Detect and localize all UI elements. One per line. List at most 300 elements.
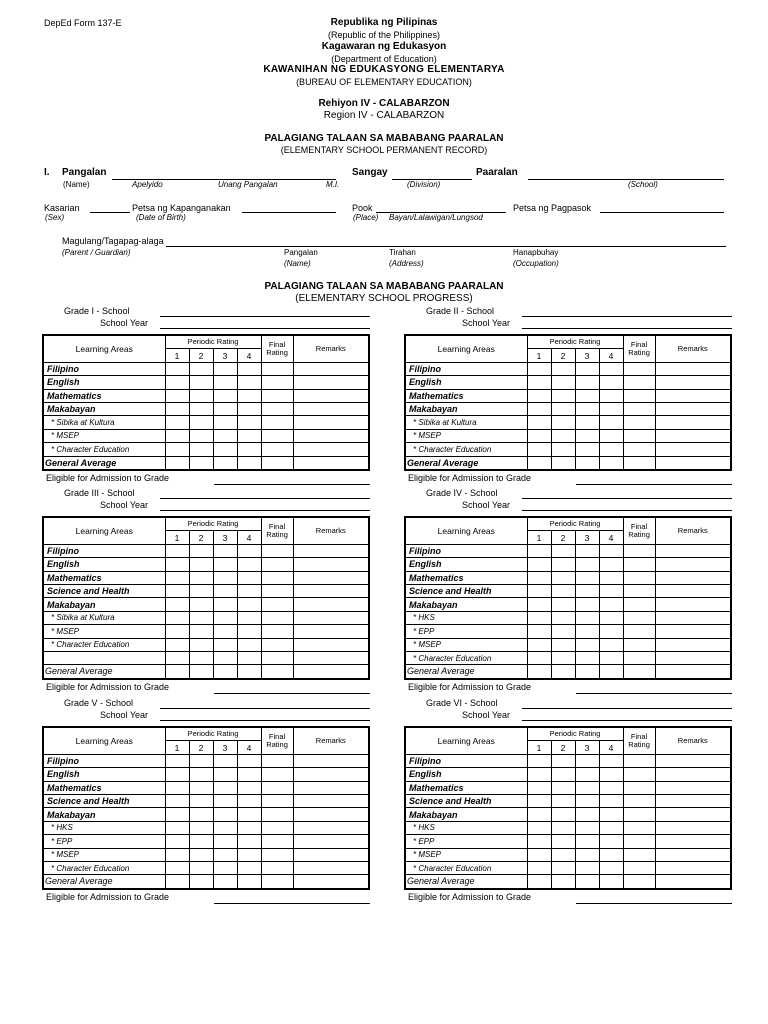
quarter-rating-cell[interactable] — [551, 611, 575, 624]
quarter-rating-cell[interactable] — [551, 376, 575, 389]
remarks-cell[interactable] — [655, 821, 731, 834]
quarter-rating-cell[interactable] — [527, 611, 551, 624]
quarter-rating-cell[interactable] — [189, 821, 213, 834]
remarks-cell[interactable] — [293, 584, 369, 597]
quarter-rating-cell[interactable] — [575, 611, 599, 624]
remarks-cell[interactable] — [293, 794, 369, 807]
quarter-rating-cell[interactable] — [189, 389, 213, 402]
quarter-rating-cell[interactable] — [237, 584, 261, 597]
quarter-rating-cell[interactable] — [189, 875, 213, 889]
quarter-rating-cell[interactable] — [551, 754, 575, 767]
quarter-rating-cell[interactable] — [599, 402, 623, 415]
quarter-rating-cell[interactable] — [575, 665, 599, 679]
final-rating-cell[interactable] — [623, 402, 655, 415]
final-rating-cell[interactable] — [623, 835, 655, 848]
remarks-cell[interactable] — [293, 611, 369, 624]
eligible-grade-line[interactable] — [214, 903, 370, 904]
quarter-rating-cell[interactable] — [599, 362, 623, 375]
quarter-rating-cell[interactable] — [237, 848, 261, 861]
quarter-rating-cell[interactable] — [575, 389, 599, 402]
quarter-rating-cell[interactable] — [189, 376, 213, 389]
quarter-rating-cell[interactable] — [189, 861, 213, 874]
final-rating-cell[interactable] — [261, 598, 293, 611]
remarks-cell[interactable] — [655, 584, 731, 597]
quarter-rating-cell[interactable] — [599, 416, 623, 429]
remarks-cell[interactable] — [655, 665, 731, 679]
remarks-cell[interactable] — [293, 376, 369, 389]
quarter-rating-cell[interactable] — [575, 598, 599, 611]
quarter-rating-cell[interactable] — [189, 456, 213, 470]
remarks-cell[interactable] — [293, 402, 369, 415]
quarter-rating-cell[interactable] — [213, 544, 237, 557]
quarter-rating-cell[interactable] — [189, 443, 213, 456]
quarter-rating-cell[interactable] — [551, 362, 575, 375]
remarks-cell[interactable] — [293, 821, 369, 834]
quarter-rating-cell[interactable] — [189, 754, 213, 767]
quarter-rating-cell[interactable] — [551, 861, 575, 874]
quarter-rating-cell[interactable] — [165, 456, 189, 470]
remarks-cell[interactable] — [293, 835, 369, 848]
quarter-rating-cell[interactable] — [213, 456, 237, 470]
remarks-cell[interactable] — [655, 808, 731, 821]
quarter-rating-cell[interactable] — [165, 665, 189, 679]
school-year-line[interactable] — [160, 328, 370, 329]
quarter-rating-cell[interactable] — [165, 651, 189, 664]
quarter-rating-cell[interactable] — [527, 571, 551, 584]
quarter-rating-cell[interactable] — [575, 808, 599, 821]
quarter-rating-cell[interactable] — [189, 429, 213, 442]
quarter-rating-cell[interactable] — [599, 651, 623, 664]
quarter-rating-cell[interactable] — [527, 665, 551, 679]
final-rating-cell[interactable] — [261, 544, 293, 557]
remarks-cell[interactable] — [293, 768, 369, 781]
remarks-cell[interactable] — [655, 402, 731, 415]
quarter-rating-cell[interactable] — [599, 443, 623, 456]
quarter-rating-cell[interactable] — [237, 544, 261, 557]
quarter-rating-cell[interactable] — [575, 416, 599, 429]
quarter-rating-cell[interactable] — [527, 558, 551, 571]
quarter-rating-cell[interactable] — [599, 376, 623, 389]
quarter-rating-cell[interactable] — [165, 875, 189, 889]
quarter-rating-cell[interactable] — [165, 584, 189, 597]
quarter-rating-cell[interactable] — [213, 571, 237, 584]
final-rating-cell[interactable] — [623, 875, 655, 889]
quarter-rating-cell[interactable] — [551, 416, 575, 429]
quarter-rating-cell[interactable] — [237, 611, 261, 624]
remarks-cell[interactable] — [293, 625, 369, 638]
final-rating-cell[interactable] — [261, 402, 293, 415]
quarter-rating-cell[interactable] — [213, 835, 237, 848]
quarter-rating-cell[interactable] — [165, 848, 189, 861]
quarter-rating-cell[interactable] — [165, 821, 189, 834]
quarter-rating-cell[interactable] — [527, 598, 551, 611]
final-rating-cell[interactable] — [261, 443, 293, 456]
quarter-rating-cell[interactable] — [237, 456, 261, 470]
school-line[interactable] — [528, 179, 724, 180]
quarter-rating-cell[interactable] — [551, 651, 575, 664]
quarter-rating-cell[interactable] — [165, 794, 189, 807]
final-rating-cell[interactable] — [261, 429, 293, 442]
quarter-rating-cell[interactable] — [189, 598, 213, 611]
quarter-rating-cell[interactable] — [213, 584, 237, 597]
final-rating-cell[interactable] — [261, 611, 293, 624]
quarter-rating-cell[interactable] — [527, 544, 551, 557]
quarter-rating-cell[interactable] — [527, 861, 551, 874]
quarter-rating-cell[interactable] — [575, 558, 599, 571]
final-rating-cell[interactable] — [261, 584, 293, 597]
quarter-rating-cell[interactable] — [599, 598, 623, 611]
quarter-rating-cell[interactable] — [237, 598, 261, 611]
final-rating-cell[interactable] — [623, 598, 655, 611]
quarter-rating-cell[interactable] — [165, 598, 189, 611]
quarter-rating-cell[interactable] — [599, 638, 623, 651]
quarter-rating-cell[interactable] — [237, 362, 261, 375]
quarter-rating-cell[interactable] — [165, 389, 189, 402]
remarks-cell[interactable] — [655, 544, 731, 557]
quarter-rating-cell[interactable] — [189, 781, 213, 794]
remarks-cell[interactable] — [293, 875, 369, 889]
quarter-rating-cell[interactable] — [527, 456, 551, 470]
final-rating-cell[interactable] — [623, 544, 655, 557]
quarter-rating-cell[interactable] — [527, 781, 551, 794]
final-rating-cell[interactable] — [261, 875, 293, 889]
quarter-rating-cell[interactable] — [599, 429, 623, 442]
grade-school-line[interactable] — [160, 316, 370, 317]
quarter-rating-cell[interactable] — [237, 821, 261, 834]
remarks-cell[interactable] — [655, 651, 731, 664]
remarks-cell[interactable] — [655, 781, 731, 794]
quarter-rating-cell[interactable] — [551, 571, 575, 584]
final-rating-cell[interactable] — [261, 808, 293, 821]
quarter-rating-cell[interactable] — [527, 389, 551, 402]
quarter-rating-cell[interactable] — [551, 638, 575, 651]
quarter-rating-cell[interactable] — [551, 544, 575, 557]
sex-line[interactable] — [90, 212, 130, 213]
quarter-rating-cell[interactable] — [237, 651, 261, 664]
quarter-rating-cell[interactable] — [575, 625, 599, 638]
eligible-grade-line[interactable] — [576, 903, 732, 904]
quarter-rating-cell[interactable] — [189, 558, 213, 571]
quarter-rating-cell[interactable] — [599, 558, 623, 571]
quarter-rating-cell[interactable] — [527, 835, 551, 848]
quarter-rating-cell[interactable] — [551, 821, 575, 834]
remarks-cell[interactable] — [655, 638, 731, 651]
quarter-rating-cell[interactable] — [551, 598, 575, 611]
quarter-rating-cell[interactable] — [527, 402, 551, 415]
remarks-cell[interactable] — [655, 625, 731, 638]
remarks-cell[interactable] — [293, 638, 369, 651]
quarter-rating-cell[interactable] — [165, 443, 189, 456]
final-rating-cell[interactable] — [623, 768, 655, 781]
final-rating-cell[interactable] — [261, 861, 293, 874]
final-rating-cell[interactable] — [623, 808, 655, 821]
remarks-cell[interactable] — [293, 651, 369, 664]
remarks-cell[interactable] — [655, 376, 731, 389]
quarter-rating-cell[interactable] — [165, 402, 189, 415]
quarter-rating-cell[interactable] — [213, 794, 237, 807]
quarter-rating-cell[interactable] — [165, 544, 189, 557]
final-rating-cell[interactable] — [623, 848, 655, 861]
quarter-rating-cell[interactable] — [575, 821, 599, 834]
quarter-rating-cell[interactable] — [237, 808, 261, 821]
final-rating-cell[interactable] — [261, 456, 293, 470]
quarter-rating-cell[interactable] — [213, 665, 237, 679]
quarter-rating-cell[interactable] — [575, 651, 599, 664]
quarter-rating-cell[interactable] — [165, 754, 189, 767]
school-year-line[interactable] — [522, 720, 732, 721]
quarter-rating-cell[interactable] — [551, 584, 575, 597]
quarter-rating-cell[interactable] — [527, 794, 551, 807]
entry-date-line[interactable] — [600, 212, 724, 213]
quarter-rating-cell[interactable] — [237, 402, 261, 415]
final-rating-cell[interactable] — [261, 768, 293, 781]
school-year-line[interactable] — [522, 510, 732, 511]
quarter-rating-cell[interactable] — [551, 402, 575, 415]
quarter-rating-cell[interactable] — [575, 638, 599, 651]
quarter-rating-cell[interactable] — [213, 861, 237, 874]
quarter-rating-cell[interactable] — [575, 768, 599, 781]
quarter-rating-cell[interactable] — [237, 429, 261, 442]
quarter-rating-cell[interactable] — [165, 808, 189, 821]
quarter-rating-cell[interactable] — [551, 429, 575, 442]
quarter-rating-cell[interactable] — [189, 611, 213, 624]
remarks-cell[interactable] — [293, 571, 369, 584]
quarter-rating-cell[interactable] — [189, 651, 213, 664]
final-rating-cell[interactable] — [623, 821, 655, 834]
remarks-cell[interactable] — [655, 558, 731, 571]
quarter-rating-cell[interactable] — [575, 848, 599, 861]
remarks-cell[interactable] — [655, 875, 731, 889]
quarter-rating-cell[interactable] — [213, 754, 237, 767]
quarter-rating-cell[interactable] — [165, 835, 189, 848]
quarter-rating-cell[interactable] — [165, 376, 189, 389]
eligible-grade-line[interactable] — [576, 484, 732, 485]
quarter-rating-cell[interactable] — [575, 429, 599, 442]
grade-school-line[interactable] — [160, 498, 370, 499]
remarks-cell[interactable] — [655, 768, 731, 781]
quarter-rating-cell[interactable] — [237, 781, 261, 794]
quarter-rating-cell[interactable] — [599, 544, 623, 557]
eligible-grade-line[interactable] — [214, 484, 370, 485]
quarter-rating-cell[interactable] — [551, 768, 575, 781]
final-rating-cell[interactable] — [623, 443, 655, 456]
quarter-rating-cell[interactable] — [599, 611, 623, 624]
remarks-cell[interactable] — [655, 389, 731, 402]
remarks-cell[interactable] — [655, 429, 731, 442]
quarter-rating-cell[interactable] — [189, 808, 213, 821]
final-rating-cell[interactable] — [261, 835, 293, 848]
final-rating-cell[interactable] — [261, 389, 293, 402]
quarter-rating-cell[interactable] — [551, 848, 575, 861]
quarter-rating-cell[interactable] — [551, 625, 575, 638]
remarks-cell[interactable] — [655, 861, 731, 874]
quarter-rating-cell[interactable] — [527, 821, 551, 834]
quarter-rating-cell[interactable] — [551, 443, 575, 456]
quarter-rating-cell[interactable] — [599, 861, 623, 874]
final-rating-cell[interactable] — [261, 625, 293, 638]
quarter-rating-cell[interactable] — [527, 768, 551, 781]
quarter-rating-cell[interactable] — [575, 544, 599, 557]
grade-school-line[interactable] — [522, 498, 732, 499]
final-rating-cell[interactable] — [623, 376, 655, 389]
quarter-rating-cell[interactable] — [189, 571, 213, 584]
quarter-rating-cell[interactable] — [527, 638, 551, 651]
quarter-rating-cell[interactable] — [575, 875, 599, 889]
quarter-rating-cell[interactable] — [165, 362, 189, 375]
final-rating-cell[interactable] — [623, 456, 655, 470]
final-rating-cell[interactable] — [261, 558, 293, 571]
remarks-cell[interactable] — [293, 416, 369, 429]
quarter-rating-cell[interactable] — [213, 598, 237, 611]
quarter-rating-cell[interactable] — [165, 558, 189, 571]
remarks-cell[interactable] — [293, 389, 369, 402]
quarter-rating-cell[interactable] — [527, 376, 551, 389]
quarter-rating-cell[interactable] — [165, 571, 189, 584]
quarter-rating-cell[interactable] — [189, 416, 213, 429]
school-year-line[interactable] — [160, 510, 370, 511]
remarks-cell[interactable] — [293, 443, 369, 456]
final-rating-cell[interactable] — [623, 754, 655, 767]
remarks-cell[interactable] — [293, 598, 369, 611]
remarks-cell[interactable] — [655, 416, 731, 429]
final-rating-cell[interactable] — [261, 848, 293, 861]
quarter-rating-cell[interactable] — [527, 429, 551, 442]
quarter-rating-cell[interactable] — [213, 389, 237, 402]
quarter-rating-cell[interactable] — [189, 584, 213, 597]
quarter-rating-cell[interactable] — [551, 875, 575, 889]
final-rating-cell[interactable] — [261, 794, 293, 807]
quarter-rating-cell[interactable] — [599, 389, 623, 402]
quarter-rating-cell[interactable] — [165, 429, 189, 442]
quarter-rating-cell[interactable] — [575, 794, 599, 807]
school-year-line[interactable] — [522, 328, 732, 329]
quarter-rating-cell[interactable] — [165, 768, 189, 781]
quarter-rating-cell[interactable] — [189, 402, 213, 415]
quarter-rating-cell[interactable] — [165, 638, 189, 651]
remarks-cell[interactable] — [293, 781, 369, 794]
quarter-rating-cell[interactable] — [575, 754, 599, 767]
final-rating-cell[interactable] — [623, 571, 655, 584]
quarter-rating-cell[interactable] — [551, 794, 575, 807]
quarter-rating-cell[interactable] — [575, 456, 599, 470]
quarter-rating-cell[interactable] — [189, 794, 213, 807]
quarter-rating-cell[interactable] — [213, 443, 237, 456]
remarks-cell[interactable] — [293, 558, 369, 571]
final-rating-cell[interactable] — [261, 362, 293, 375]
quarter-rating-cell[interactable] — [575, 835, 599, 848]
quarter-rating-cell[interactable] — [527, 808, 551, 821]
final-rating-cell[interactable] — [623, 558, 655, 571]
eligible-grade-line[interactable] — [576, 693, 732, 694]
remarks-cell[interactable] — [655, 848, 731, 861]
quarter-rating-cell[interactable] — [237, 861, 261, 874]
final-rating-cell[interactable] — [261, 651, 293, 664]
quarter-rating-cell[interactable] — [551, 456, 575, 470]
quarter-rating-cell[interactable] — [599, 754, 623, 767]
quarter-rating-cell[interactable] — [213, 781, 237, 794]
quarter-rating-cell[interactable] — [575, 584, 599, 597]
quarter-rating-cell[interactable] — [527, 625, 551, 638]
quarter-rating-cell[interactable] — [237, 443, 261, 456]
remarks-cell[interactable] — [293, 848, 369, 861]
quarter-rating-cell[interactable] — [237, 416, 261, 429]
quarter-rating-cell[interactable] — [213, 808, 237, 821]
quarter-rating-cell[interactable] — [189, 835, 213, 848]
final-rating-cell[interactable] — [623, 651, 655, 664]
quarter-rating-cell[interactable] — [237, 835, 261, 848]
quarter-rating-cell[interactable] — [599, 768, 623, 781]
grade-school-line[interactable] — [160, 708, 370, 709]
final-rating-cell[interactable] — [623, 638, 655, 651]
remarks-cell[interactable] — [293, 754, 369, 767]
quarter-rating-cell[interactable] — [599, 848, 623, 861]
quarter-rating-cell[interactable] — [551, 835, 575, 848]
final-rating-cell[interactable] — [623, 389, 655, 402]
quarter-rating-cell[interactable] — [213, 402, 237, 415]
quarter-rating-cell[interactable] — [527, 443, 551, 456]
final-rating-cell[interactable] — [623, 781, 655, 794]
quarter-rating-cell[interactable] — [213, 429, 237, 442]
remarks-cell[interactable] — [655, 598, 731, 611]
quarter-rating-cell[interactable] — [527, 875, 551, 889]
quarter-rating-cell[interactable] — [237, 665, 261, 679]
quarter-rating-cell[interactable] — [237, 875, 261, 889]
quarter-rating-cell[interactable] — [237, 389, 261, 402]
quarter-rating-cell[interactable] — [599, 625, 623, 638]
final-rating-cell[interactable] — [261, 781, 293, 794]
eligible-grade-line[interactable] — [214, 693, 370, 694]
remarks-cell[interactable] — [655, 456, 731, 470]
quarter-rating-cell[interactable] — [165, 861, 189, 874]
remarks-cell[interactable] — [293, 808, 369, 821]
quarter-rating-cell[interactable] — [213, 768, 237, 781]
quarter-rating-cell[interactable] — [599, 781, 623, 794]
school-year-line[interactable] — [160, 720, 370, 721]
quarter-rating-cell[interactable] — [551, 389, 575, 402]
remarks-cell[interactable] — [655, 571, 731, 584]
quarter-rating-cell[interactable] — [527, 651, 551, 664]
quarter-rating-cell[interactable] — [527, 754, 551, 767]
quarter-rating-cell[interactable] — [599, 835, 623, 848]
quarter-rating-cell[interactable] — [213, 848, 237, 861]
final-rating-cell[interactable] — [261, 376, 293, 389]
quarter-rating-cell[interactable] — [165, 416, 189, 429]
quarter-rating-cell[interactable] — [213, 625, 237, 638]
remarks-cell[interactable] — [655, 611, 731, 624]
remarks-cell[interactable] — [293, 544, 369, 557]
quarter-rating-cell[interactable] — [527, 416, 551, 429]
quarter-rating-cell[interactable] — [237, 768, 261, 781]
quarter-rating-cell[interactable] — [575, 571, 599, 584]
final-rating-cell[interactable] — [623, 429, 655, 442]
guardian-line[interactable] — [166, 246, 726, 247]
quarter-rating-cell[interactable] — [237, 638, 261, 651]
quarter-rating-cell[interactable] — [213, 821, 237, 834]
quarter-rating-cell[interactable] — [599, 821, 623, 834]
quarter-rating-cell[interactable] — [189, 544, 213, 557]
quarter-rating-cell[interactable] — [213, 611, 237, 624]
quarter-rating-cell[interactable] — [189, 848, 213, 861]
final-rating-cell[interactable] — [261, 665, 293, 679]
quarter-rating-cell[interactable] — [189, 362, 213, 375]
remarks-cell[interactable] — [293, 861, 369, 874]
quarter-rating-cell[interactable] — [575, 402, 599, 415]
final-rating-cell[interactable] — [261, 416, 293, 429]
quarter-rating-cell[interactable] — [189, 625, 213, 638]
remarks-cell[interactable] — [655, 362, 731, 375]
final-rating-cell[interactable] — [623, 362, 655, 375]
quarter-rating-cell[interactable] — [237, 625, 261, 638]
